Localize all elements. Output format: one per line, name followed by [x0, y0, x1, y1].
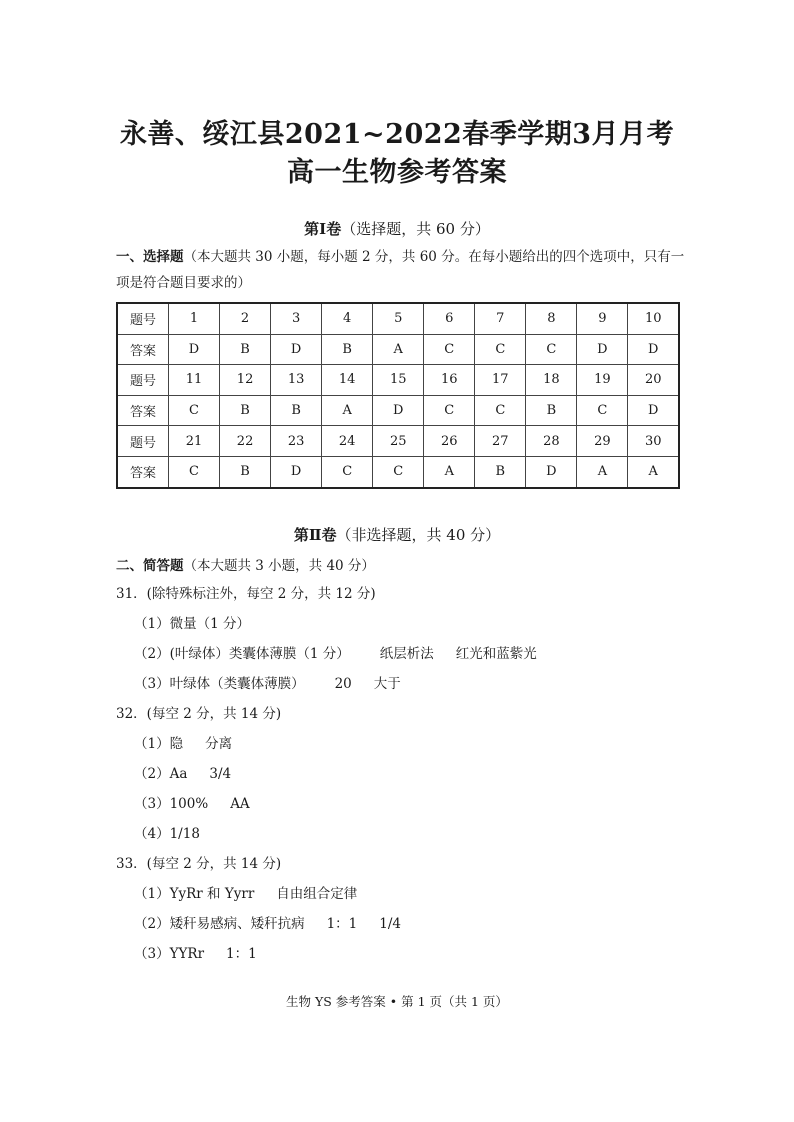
question-number-cell: 11: [169, 365, 220, 396]
q33-sub2: [134, 912, 401, 932]
question-number-cell: 12: [220, 365, 271, 396]
answer-cell: C: [169, 456, 220, 487]
answer-cell: A: [424, 456, 475, 487]
question-number-row: [117, 365, 679, 396]
question-number-cell: 26: [424, 426, 475, 457]
answer-cell: D: [373, 395, 424, 426]
section1-heading-bold: 第Ⅰ卷: [304, 220, 342, 238]
question-number-cell: 8: [526, 303, 577, 334]
question-number-cell: 1: [169, 303, 220, 334]
question-number-cell: 29: [577, 426, 628, 457]
question-number-row-label: 题号: [117, 426, 169, 457]
answer-cell: D: [271, 456, 322, 487]
q33-sub2-part-a: （2）矮秆易感病、矮秆抗病: [134, 916, 305, 932]
answer-row-label: 答案: [117, 395, 169, 426]
q32-sub2-part-a: （2）Aa: [134, 766, 188, 782]
q32-sub1: [134, 732, 232, 752]
answer-cell: A: [628, 456, 679, 487]
answer-cell: D: [169, 334, 220, 365]
answer-table: [116, 302, 680, 489]
question-number-cell: 22: [220, 426, 271, 457]
q31-sub1: （1）微量（1 分）: [134, 616, 250, 632]
answer-cell: B: [475, 456, 526, 487]
q31-sub2: [134, 642, 537, 662]
answer-cell: B: [526, 395, 577, 426]
question-number-cell: 6: [424, 303, 475, 334]
answer-cell: D: [526, 456, 577, 487]
section2-heading-rest: （非选择题，共 40 分）: [336, 526, 501, 544]
answer-cell: C: [169, 395, 220, 426]
question-number-cell: 24: [322, 426, 373, 457]
page-footer: 生物 YS 参考答案 • 第 1 页（共 1 页）: [286, 994, 508, 1009]
answer-row-label: 答案: [117, 456, 169, 487]
q32-head: 32．(每空 2 分，共 14 分): [116, 706, 282, 722]
q32-sub2: [134, 762, 231, 782]
question-number-row: [117, 426, 679, 457]
q33-sub3: [134, 942, 257, 962]
question-number-row-label: 题号: [117, 365, 169, 396]
answer-cell: C: [424, 395, 475, 426]
question-number-cell: 28: [526, 426, 577, 457]
q32-sub1-part-a: （1）隐: [134, 736, 184, 752]
answer-cell: B: [220, 334, 271, 365]
q32-sub1-part-b: 分离: [205, 736, 233, 752]
answer-cell: C: [322, 456, 373, 487]
q33-sub1-part-a: （1）YyRr 和 Yyrr: [134, 886, 255, 902]
answer-cell: B: [220, 456, 271, 487]
question-number-cell: 21: [169, 426, 220, 457]
question-number-cell: 10: [628, 303, 679, 334]
q32-sub4: （4）1/18: [134, 826, 200, 842]
answer-row: [117, 456, 679, 487]
question-number-cell: 30: [628, 426, 679, 457]
answer-row-label: 答案: [117, 334, 169, 365]
answer-cell: C: [424, 334, 475, 365]
section2-part-label: 二、简答题: [116, 558, 184, 574]
section1-instructions: [116, 244, 686, 296]
question-number-row: [117, 303, 679, 334]
question-number-cell: 20: [628, 365, 679, 396]
answer-cell: C: [475, 334, 526, 365]
answer-cell: C: [475, 395, 526, 426]
q31-sub3-part-b: 20: [334, 676, 352, 692]
answer-cell: A: [373, 334, 424, 365]
q31-sub3-part-c: 大于: [373, 676, 401, 692]
q31-head: 31．(除特殊标注外，每空 2 分，共 12 分): [116, 586, 376, 602]
q31-sub3-part-a: （3）叶绿体（类囊体薄膜）: [134, 676, 305, 692]
answer-cell: C: [577, 395, 628, 426]
section2-instructions: [116, 554, 375, 574]
q31-sub2-part-c: 红光和蓝紫光: [455, 646, 537, 662]
question-number-cell: 13: [271, 365, 322, 396]
q32-sub3-part-a: （3）100%: [134, 796, 209, 812]
question-number-cell: 9: [577, 303, 628, 334]
section1-part-desc: （本大题共 30 小题，每小题 2 分，共 60 分。在每小题给出的四个选项中，只有一项是符合题目要求的）: [116, 249, 685, 291]
question-number-cell: 4: [322, 303, 373, 334]
answer-cell: C: [373, 456, 424, 487]
answer-cell: A: [322, 395, 373, 426]
document-title-line1: 永善、绥江县2021~2022春季学期3月月考: [119, 119, 675, 150]
q33-sub1-part-b: 自由组合定律: [276, 886, 358, 902]
answer-row: [117, 334, 679, 365]
answer-cell: C: [526, 334, 577, 365]
q33-sub2-part-c: 1/4: [379, 916, 402, 932]
answer-row: [117, 395, 679, 426]
question-number-cell: 14: [322, 365, 373, 396]
section1-part-label: 一、选择题: [116, 249, 184, 265]
q31-sub2-part-a: （2）(叶绿体）类囊体薄膜（1 分）: [134, 646, 350, 662]
question-number-row-label: 题号: [117, 303, 169, 334]
q33-sub3-part-a: （3）YYRr: [134, 946, 205, 962]
section1-heading-rest: （选择题，共 60 分）: [341, 220, 490, 238]
q33-head: 33．(每空 2 分，共 14 分): [116, 856, 282, 872]
section2-heading-bold: 第Ⅱ卷: [293, 526, 337, 544]
section2-heading: [0, 524, 794, 545]
question-number-cell: 17: [475, 365, 526, 396]
q32-sub3-part-b: AA: [230, 796, 250, 812]
section2-part-desc: （本大题共 3 小题，共 40 分）: [183, 558, 375, 574]
question-number-cell: 2: [220, 303, 271, 334]
document-title-line2: 高一生物参考答案: [287, 157, 507, 188]
question-number-cell: 19: [577, 365, 628, 396]
q32-sub3: [134, 792, 250, 812]
answer-cell: D: [628, 395, 679, 426]
question-number-cell: 15: [373, 365, 424, 396]
answer-cell: D: [628, 334, 679, 365]
question-number-cell: 3: [271, 303, 322, 334]
q31-sub3: [134, 672, 401, 692]
answer-cell: B: [322, 334, 373, 365]
q33-sub3-part-b: 1：1: [226, 946, 257, 962]
question-number-cell: 16: [424, 365, 475, 396]
question-number-cell: 27: [475, 426, 526, 457]
answer-cell: B: [220, 395, 271, 426]
question-number-cell: 18: [526, 365, 577, 396]
answer-cell: D: [271, 334, 322, 365]
answer-cell: D: [577, 334, 628, 365]
q33-sub2-part-b: 1：1: [326, 916, 358, 932]
q31-sub2-part-b: 纸层析法: [379, 646, 434, 662]
answer-cell: B: [271, 395, 322, 426]
q33-sub1: [134, 882, 357, 902]
answer-cell: A: [577, 456, 628, 487]
q32-sub2-part-b: 3/4: [209, 766, 232, 782]
question-number-cell: 5: [373, 303, 424, 334]
question-number-cell: 7: [475, 303, 526, 334]
question-number-cell: 23: [271, 426, 322, 457]
section1-heading: [0, 218, 794, 239]
question-number-cell: 25: [373, 426, 424, 457]
